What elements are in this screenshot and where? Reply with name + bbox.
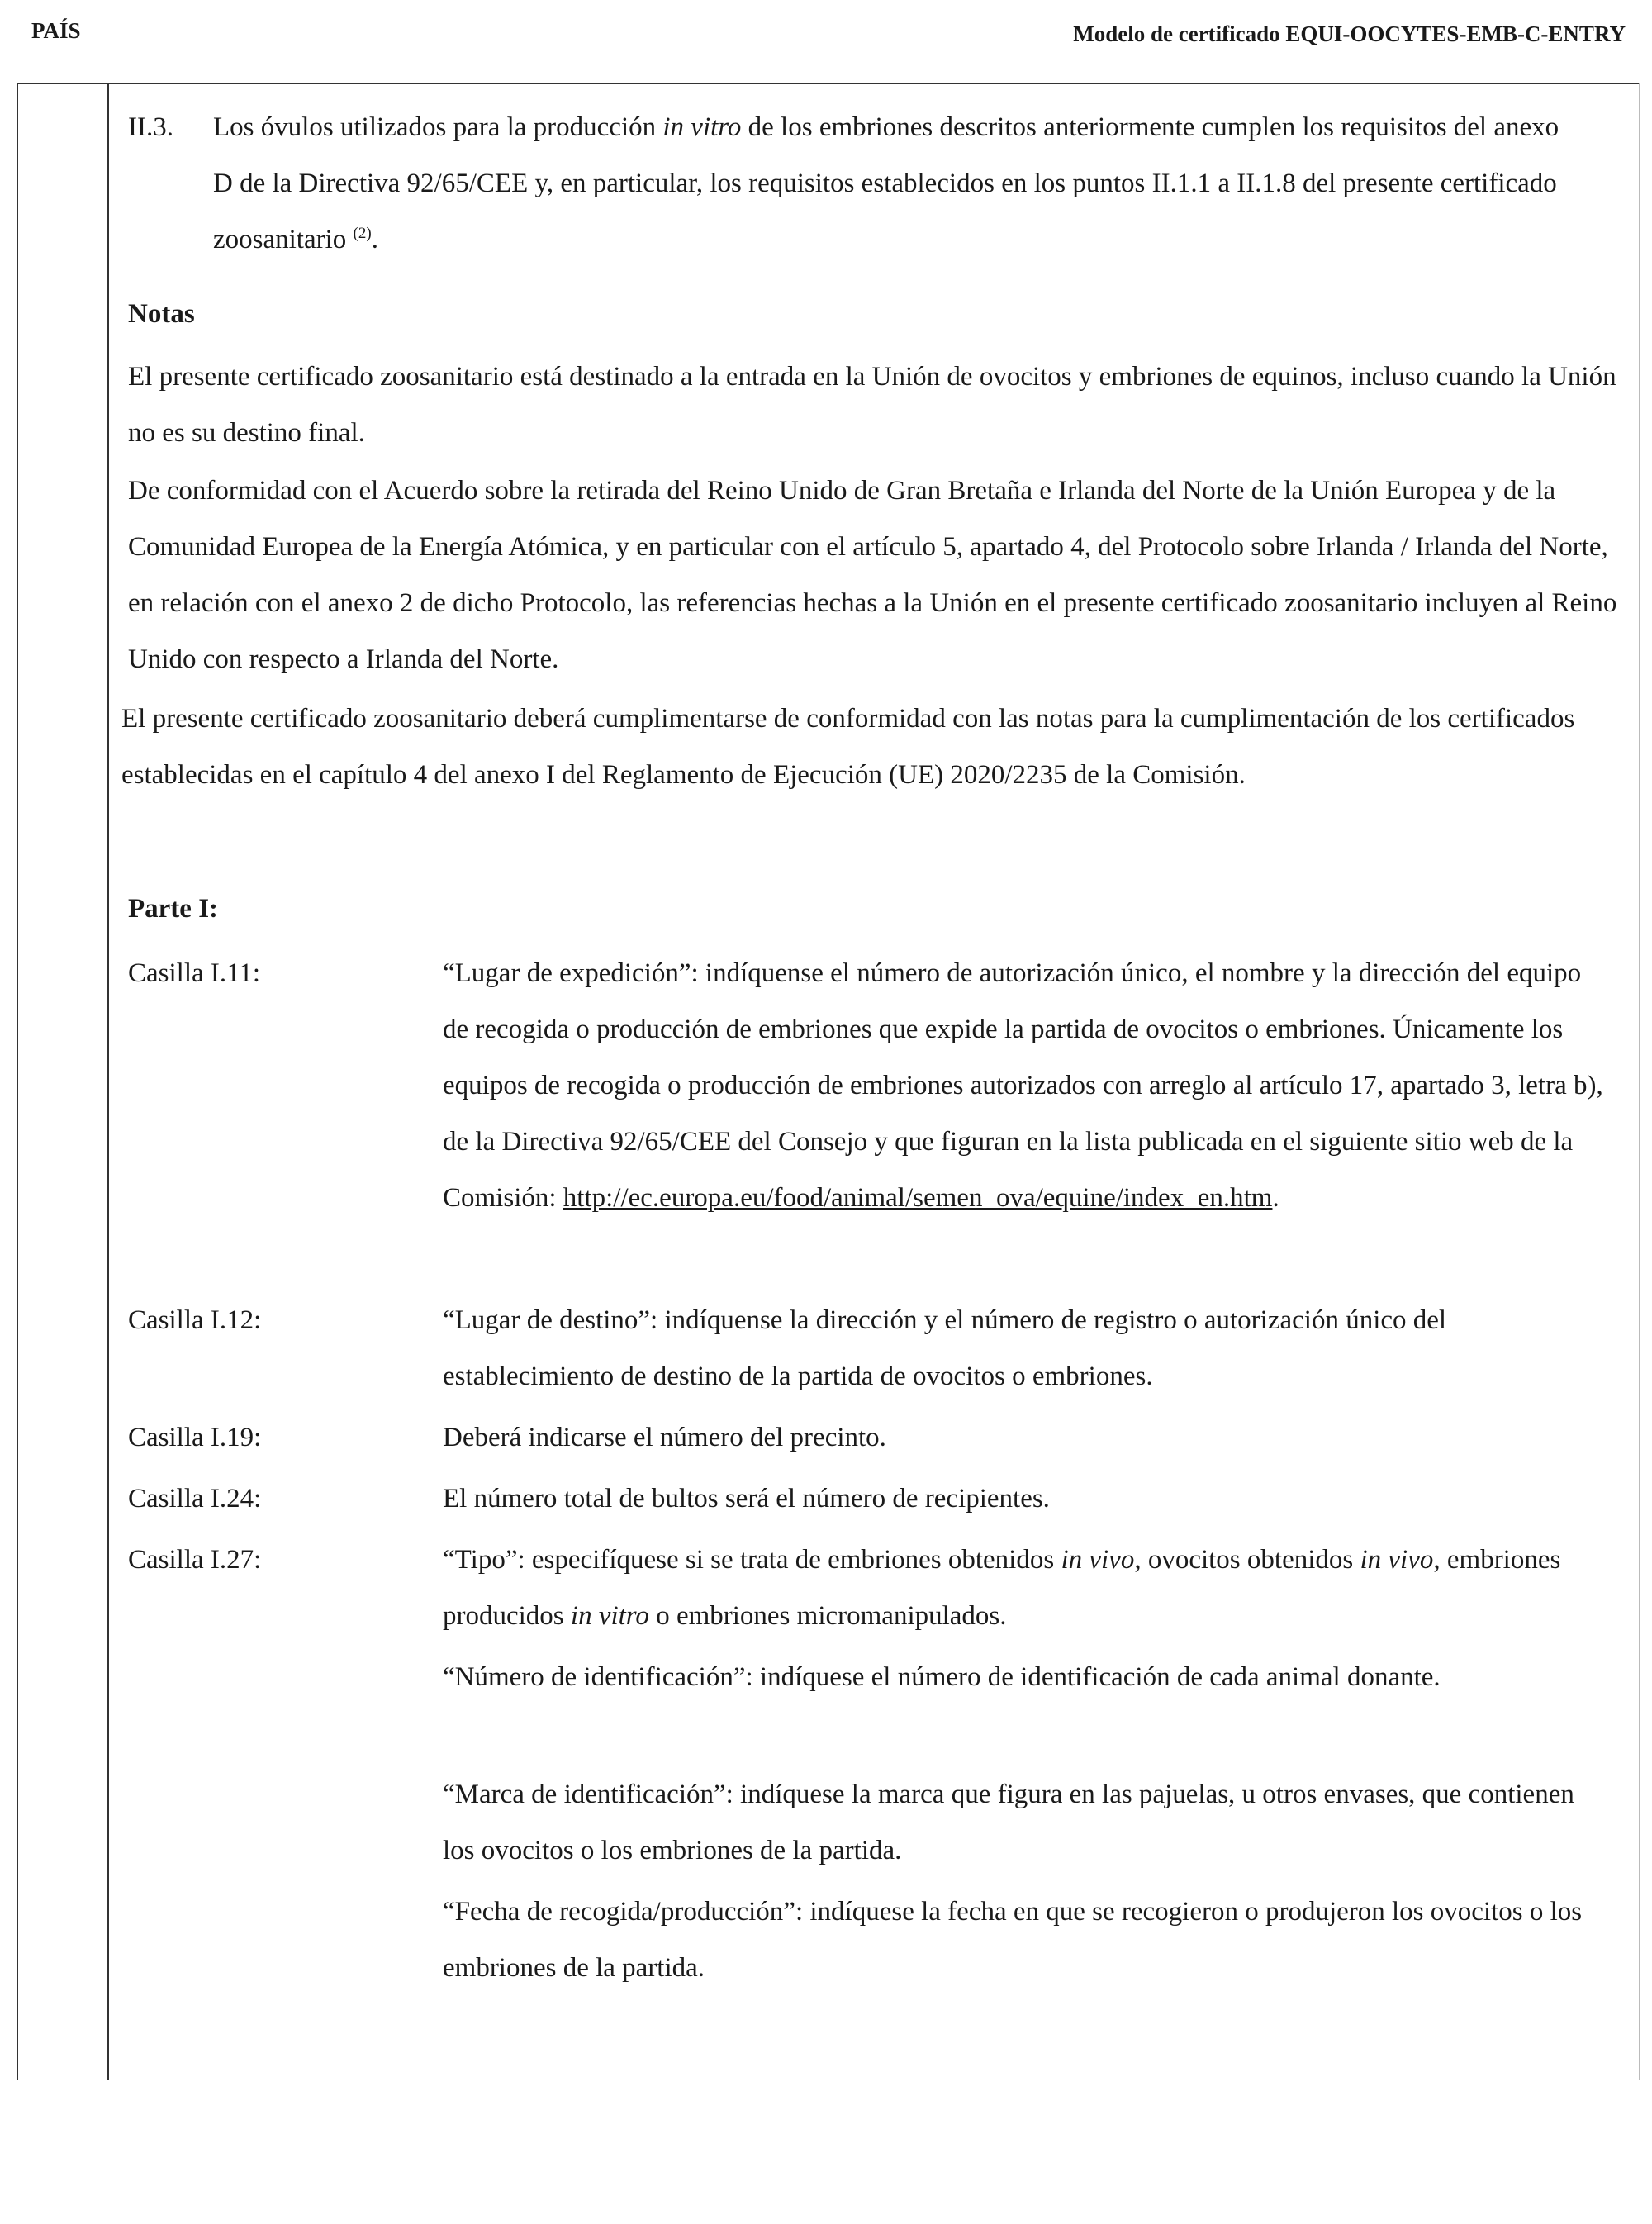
box-i24-text: El número total de bultos será el número de recipientes. [443,1484,1050,1514]
box-i27-numero: “Número de identificación”: indíquese el número de identificación de cada animal donante. [443,1662,1441,1692]
footnote-ref: (2) [353,225,372,242]
box-i27-label: Casilla I.27: [128,1545,262,1575]
frame-top-rule [17,83,1640,84]
notes-paragraph-3: El presente certificado zoosanitario deberá cumplimentarse de conformidad con las notas para la cumplimentación de los certificados establecidas en el capítulo 4 del anexo I del Reglamento de Ejecución (UE) 2020/2235 de la Comisión. [121,704,1575,790]
section-ii3-number: II.3. [128,112,173,142]
header-country: PAÍS [31,18,81,43]
frame-left-rule [17,83,18,2080]
box-i12-label: Casilla I.12: [128,1305,262,1335]
box-i27-tipo: “Tipo”: especifíquese si se trata de embriones obtenidos in vivo, ovocitos obtenidos in vivo, embriones producidos in vitro o embriones micromanipulados. [443,1545,1561,1631]
commission-list-link[interactable]: http://ec.europa.eu/food/animal/semen_ova/equine/index_en.htm [563,1183,1273,1213]
box-i24-label: Casilla I.24: [128,1484,262,1514]
box-i19-text: Deberá indicarse el número del precinto. [443,1423,886,1452]
notes-paragraph-1: El presente certificado zoosanitario está destinado a la entrada en la Unión de ovocitos y embriones de equinos, incluso cuando la Unión no es su destino final. [128,362,1616,448]
section-ii3-text: Los óvulos utilizados para la producción in vitro de los embriones descritos anteriormente cumplen los requisitos del anexo D de la Directiva 92/65/CEE y, en particular, los requisitos establecidos en los puntos II.1.1 a II.1.8 del presente certificado zoosanitario $^{(2)}$. [213,112,1559,254]
box-i27-marca: “Marca de identificación”: indíquese la marca que figura en las pajuelas, u otros envases, que contienen los ovocitos o los embriones de la partida. [443,1780,1574,1865]
header-model-title: Modelo de certificado EQUI-OOCYTES-EMB-C-ENTRY [1073,21,1626,46]
box-i19-label: Casilla I.19: [128,1423,262,1452]
box-i11-text: “Lugar de expedición”: indíquense el número de autorización único, el nombre y la dirección del equipo de recogida o producción de embriones que expide la partida de ovocitos o embriones. Únicamente los equipos de recogida o producción de embriones autorizados con arreglo al artículo 17, apartado 3, letra b), de la Directiva 92/65/CEE del Consejo y que figuran en la lista publicada en el siguiente sitio web de la Comisión: http://ec.europa.eu/food/animal/semen_ova/equine/index_en.htm. [443,958,1603,1213]
part1-heading: Parte I: [128,894,219,924]
frame-right-rule [1639,83,1640,2080]
box-i27-fecha: “Fecha de recogida/producción”: indíquese la fecha en que se recogieron o produjeron los ovocitos o los embriones de la partida. [443,1897,1583,1983]
notes-paragraph-2: De conformidad con el Acuerdo sobre la retirada del Reino Unido de Gran Bretaña e Irlanda del Norte de la Unión Europea y de la Comunidad Europea de la Energía Atómica, y en particular con el artículo 5, apartado 4, del Protocolo sobre Irlanda / Irlanda del Norte, en relación con el anexo 2 de dicho Protocolo, las referencias hechas a la Unión en el presente certificado zoosanitario incluyen al Reino Unido con respecto a Irlanda del Norte. [128,476,1617,674]
box-i11-label: Casilla I.11: [128,958,261,988]
box-i12-text: “Lugar de destino”: indíquense la dirección y el número de registro o autorización único del establecimiento de destino de la partida de ovocitos o embriones. [443,1305,1447,1391]
frame-margin-rule [107,83,109,2080]
notes-heading: Notas [128,299,195,329]
